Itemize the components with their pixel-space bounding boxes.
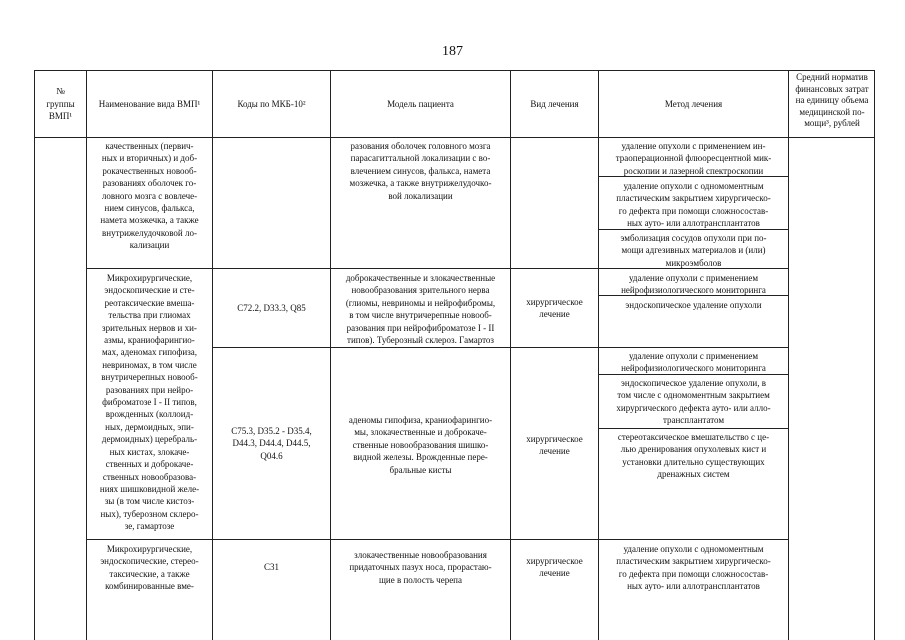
header-group-number: № группы ВМП¹	[46, 86, 75, 122]
header-cost-norm: Средний норматив финансовых затрат на единицу объема медицинской по- мощи³, рублей	[795, 72, 869, 129]
row1-method-3: эмболизация сосудов опухоли при по- мощи адгезивных материалов и (или) микроэмболов	[620, 233, 767, 268]
row2b-method-3: стереотаксическое вмешательство с це- лью дренирования опухолевых кист и установки длительно существующих дренажных систем	[617, 432, 770, 480]
header-vmp-name: Наименование вида ВМП¹	[98, 98, 201, 109]
page-number: 187	[442, 44, 463, 59]
header-treatment-method: Метод лечения	[664, 98, 723, 109]
row1-name: качественных (первич- ных и вторичных) и доб- рокачественных новооб- разованиях оболочек го- ловного мозга с вовлече- нием синусов, фалькса, намета мозжечка, а также внутрижелудочковой ло- кализации	[100, 141, 199, 251]
header-patient-model: Модель пациента	[387, 98, 454, 109]
row1-method-2: удаление опухоли с одномоментным пластическим закрытием хирургическо- го дефекта при помощи сложносостав- ных ауто- или аллотрансплантатов	[616, 181, 771, 229]
header-treatment-type: Вид лечения	[530, 98, 579, 109]
row2a-method-1: удаление опухоли с применением нейрофизиологического мониторинга	[621, 273, 766, 296]
row3-icd-codes: C31	[263, 562, 279, 572]
row1-method-1: удаление опухоли с применением ин- траоперационной флюоресцентной мик- роскопии и лазерной спектроскопии	[615, 141, 772, 176]
row2a-method-2: эндоскопическое удаление опухоли	[625, 300, 762, 310]
row3-name: Микрохирургические, эндоскопические, стерео- таксические, а также комбинированные вме-	[100, 544, 199, 592]
row2a-icd-codes: C72.2, D33.3, Q85	[237, 303, 306, 313]
row2b-method-2: эндоскопическое удаление опухоли, в том числе с одномоментным закрытием хирургического дефекта ауто- или алло- трансплантатом	[616, 378, 771, 426]
row2b-method-1: удаление опухоли с применением нейрофизиологического мониторинга	[621, 351, 766, 374]
row2b-icd-codes: C75.3, D35.2 - D35.4, D44.3, D44.4, D44.5, Q04.6	[231, 426, 312, 461]
row2a-patient-model: доброкачественные и злокачественные новообразования зрительного нерва (глиомы, невриномы и нейрофибромы, в том числе внутричерепные новооб- разования при нейрофиброматозе I - II типов). Туберозный склероз. Гамартоз	[345, 273, 496, 346]
row3-method-1: удаление опухоли с одномоментным пластическим закрытием хирургическо- го дефекта при помощи сложносостав- ных ауто- или аллотрансплантатов	[616, 544, 771, 592]
row2b-treatment-type: хирургическое лечение	[526, 434, 583, 457]
header-icd-codes: Коды по МКБ-10²	[237, 98, 306, 109]
row2a-treatment-type: хирургическое лечение	[526, 297, 583, 320]
row3-treatment-type: хирургическое лечение	[526, 556, 583, 579]
row1-patient-model: разования оболочек головного мозга парасагиттальной локализации с во- влечением синусов, фалькса, намета мозжечка, а также внутрижелудочко- вой локализации	[349, 141, 492, 201]
row2b-patient-model: аденомы гипофиза, краниофарингио- мы, злокачественные и доброкаче- ственные новообразования шишко- видной железы. Врожденные пере- бральные кисты	[348, 415, 493, 475]
row2-name: Микрохирургические, эндоскопические и сте- реотаксические вмеша- тельства при глиомах зрительных нервов и хи- азмы, краниофарингио- мах, аденомах гипофиза, невриномах, в том числе внутричерепных новооб- разованиях при нейро- фиброматозе I - II типов, врожденных (коллоид- ных, дермоидных, эпи- дермоидных) церебраль- ных кистах, злокаче- ственных и доброкаче- ственных новообразова- ниях шишковидной желе- зы (в том числе кистоз- ных), туберозном склеро- зе, гамартозе	[99, 273, 200, 532]
row3-patient-model: злокачественные новообразования придаточных пазух носа, прорастаю- щие в полость черепа	[349, 550, 492, 585]
